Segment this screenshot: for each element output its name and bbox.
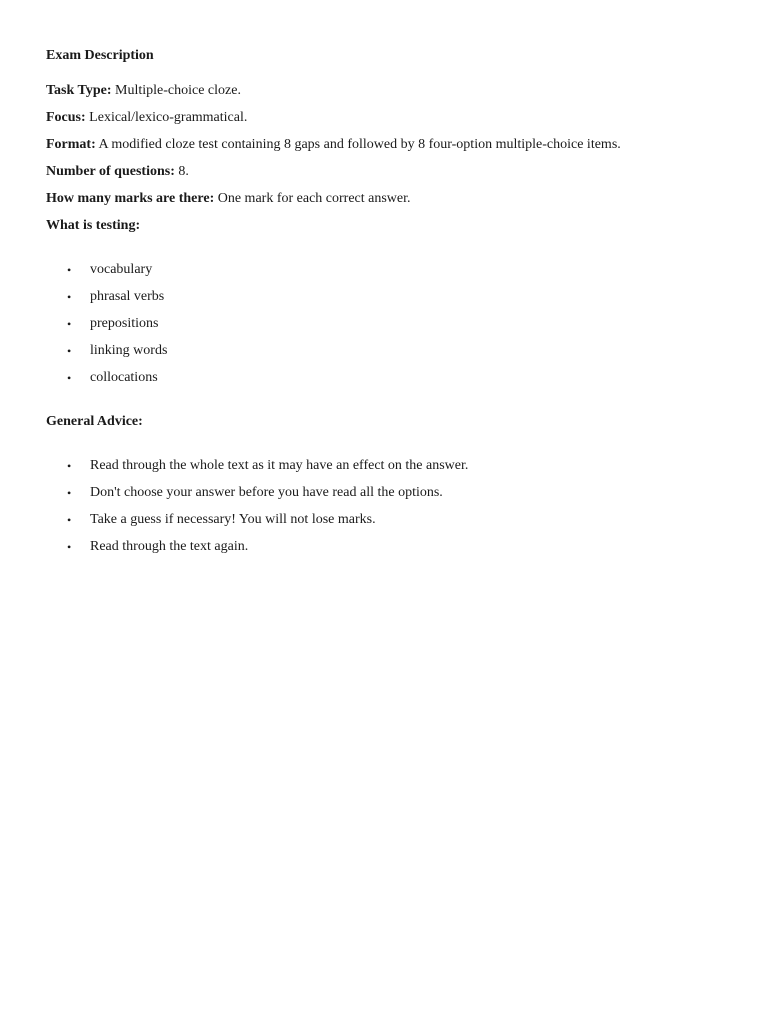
- bullet-icon: •: [67, 263, 72, 277]
- advice-heading: General Advice:: [46, 414, 143, 429]
- field-label: How many marks are there:: [46, 191, 215, 206]
- field-format: [46, 136, 726, 154]
- document-title: Exam Description: [46, 48, 154, 63]
- testing-heading: What is testing:: [46, 218, 141, 233]
- field-label: Task Type:: [46, 83, 112, 98]
- advice-list: [46, 457, 726, 556]
- list-item: [46, 511, 726, 529]
- list-item-text: Read through the text again.: [90, 539, 249, 554]
- list-item: [46, 288, 726, 306]
- field-value: A modified cloze test containing 8 gaps and followed by 8 four-option multiple-choice items.: [98, 137, 621, 152]
- bullet-icon: •: [67, 344, 72, 358]
- testing-list: [46, 261, 726, 387]
- bullet-icon: •: [67, 513, 72, 527]
- field-value: One mark for each correct answer.: [217, 191, 411, 206]
- field-label: Format:: [46, 137, 96, 152]
- field-value: 8.: [178, 164, 189, 179]
- list-item-text: phrasal verbs: [90, 289, 165, 304]
- list-item-text: Take a guess if necessary! You will not lose marks.: [90, 512, 376, 527]
- list-item-text: Don't choose your answer before you have read all the options.: [90, 485, 443, 500]
- list-item-text: linking words: [90, 343, 168, 358]
- field-number-of-questions: [46, 163, 726, 181]
- bullet-icon: •: [67, 317, 72, 331]
- bullet-icon: •: [67, 486, 72, 500]
- bullet-icon: •: [67, 540, 72, 554]
- bullet-icon: •: [67, 290, 72, 304]
- list-item: [46, 315, 726, 333]
- field-task-type: [46, 82, 726, 100]
- bullet-icon: •: [67, 371, 72, 385]
- list-item-text: vocabulary: [90, 262, 153, 277]
- list-item: [46, 342, 726, 360]
- list-item: [46, 538, 726, 556]
- list-item-text: prepositions: [90, 316, 159, 331]
- list-item: [46, 261, 726, 279]
- field-marks: [46, 190, 726, 208]
- field-label: Number of questions:: [46, 164, 175, 179]
- list-item: [46, 457, 726, 475]
- list-item: [46, 484, 726, 502]
- field-value: Multiple-choice cloze.: [115, 83, 241, 98]
- field-value: Lexical/lexico-grammatical.: [89, 110, 248, 125]
- field-focus: [46, 109, 726, 127]
- bullet-icon: •: [67, 459, 72, 473]
- list-item-text: collocations: [90, 370, 158, 385]
- list-item-text: Read through the whole text as it may have an effect on the answer.: [90, 458, 469, 473]
- list-item: [46, 369, 726, 387]
- field-label: Focus:: [46, 110, 86, 125]
- document-page: [46, 47, 726, 565]
